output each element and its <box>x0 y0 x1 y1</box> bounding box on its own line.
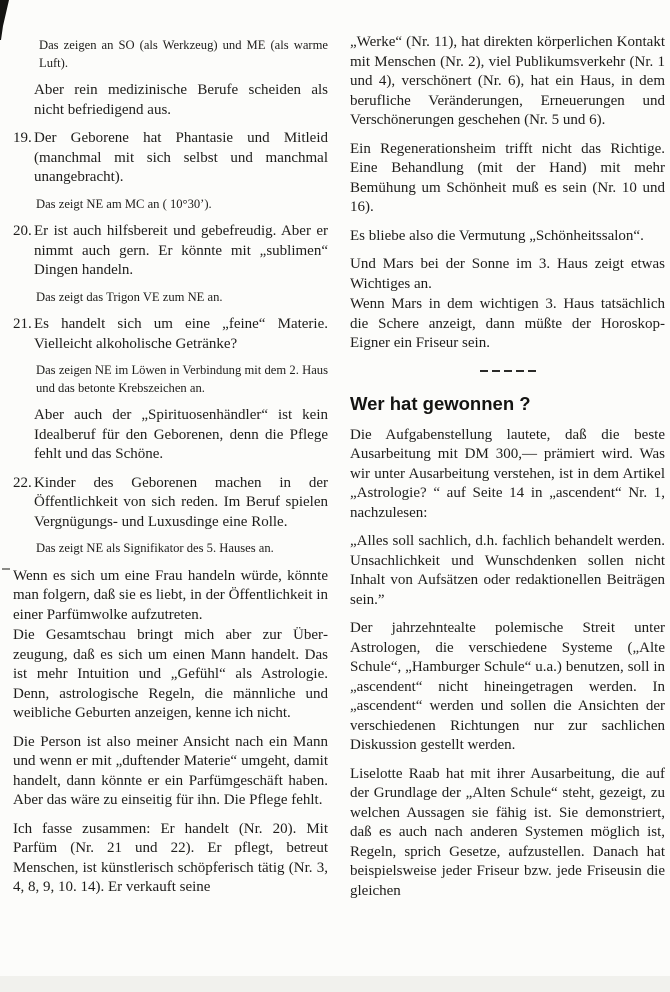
item-number: 19. <box>13 130 32 146</box>
paragraph: Und Mars bei der Sonne im 3. Haus zeigt etwas Wichtiges an. <box>350 256 665 292</box>
section-heading: Wer hat gewonnen ? <box>350 392 531 414</box>
scan-margin-artifact <box>2 568 10 570</box>
paragraph: Ich fasse zusammen: Er handelt (Nr. 20). Mit Parfüm (Nr. 21 und 22). Er pflegt, betreut Menschen, ist künstlerisch schöpferisch tätig (Nr. 3, 4, 8, 9, 10. 14). Er verkauft seine <box>13 820 328 895</box>
item-number: 20. <box>13 223 32 239</box>
numbered-item-19 <box>13 129 328 188</box>
paragraph: Die Aufgabenstellung lautete, daß die beste Ausarbeitung mit DM 300,— prämiert wird. Was wir unter Ausarbeitung verstehen, ist in dem Artikel „Astrologie? “ auf Seite 14 in „ascendent“ Nr. 1, nachzulesen: <box>350 426 665 521</box>
astro-note: Das zeigen NE im Löwen in Verbindung mit dem 2. Haus und das betonte Krebszeichen an. <box>36 363 328 395</box>
left-column <box>13 30 328 910</box>
paragraph: Aber rein medizinische Berufe scheiden als nicht befriedigend aus. <box>34 82 328 118</box>
item-text: Es handelt sich um eine „feine“ Materie. Vielleicht alkoholische Getränke? <box>34 316 328 352</box>
item-text: Er ist auch hilfsbereit und gebefreudig. Aber er nimmt auch gern. Er könnte mit „sublimen“ Dingen handeln. <box>34 223 328 278</box>
right-column <box>350 30 665 910</box>
item-text: Der Geborene hat Phantasie und Mitleid (manchmal mit sich selbst und manchmal unangebracht). <box>34 130 328 185</box>
item-number: 21. <box>13 316 32 332</box>
paragraph: Liselotte Raab hat mit ihrer Ausarbeitung, die auf der Grundlage der „Alten Schule“ steht, gezeigt, zu welchen Aussagen sie fähig ist. Sie demonstriert, daß es auch nach anderen Systemen möglich ist, Regeln, sprich Gesetze, aufzustellen. Danach hat beispielsweise jeder Friseur bzw. jede Friseusin die gleichen <box>350 765 665 899</box>
astro-note: Das zeigt das Trigon VE zum NE an. <box>36 289 223 304</box>
paragraph: „Werke“ (Nr. 11), hat direkten körperlichen Kontakt mit Menschen (Nr. 2), viel Publikumsverkehr (Nr. 1 und 4), verschönert (Nr. 6), hat ein Haus, in dem berufliche Veränderungen, Erneuerungen und Verschönerungen geschehen (Nr. 5 und 6). <box>350 34 665 128</box>
scan-bottom-edge <box>0 976 670 992</box>
paragraph: Wenn es sich um eine Frau handeln würde, könnte man folgern, daß sie es liebt, in der Öffentlichkeit in einer Parfümwolke aufzutreten. <box>13 567 328 623</box>
paragraph: Wenn Mars in dem wichtigen 3. Haus tatsächlich die Schere anzeigt, dann müßte der Horoskop-Eigner ein Friseur sein. <box>350 296 665 351</box>
paragraph: Die Gesamtschau bringt mich aber zur Überzeugung, daß es sich um einen Mann handelt. Das ist mehr Intuition und „Gefühl“ als Astrologie. Denn, astrologische Regeln, die männliche und weibliche Geburten anzeigen, kenne ich nicht. <box>13 627 328 721</box>
numbered-item-20 <box>13 222 328 281</box>
astro-note: Das zeigt NE als Signifikator des 5. Hauses an. <box>36 541 274 555</box>
astro-note: Das zeigt NE am MC an ( 10°30’). <box>36 196 212 211</box>
item-text: Kinder des Geborenen machen in der Öffentlichkeit von sich reden. Im Beruf spielen Vergnügungs- und Luxusdinge eine Rolle. <box>34 474 328 530</box>
paragraph: „Alles soll sachlich, d.h. fachlich behandelt werden. Unsachlichkeit und Wunschdenken sollen nicht Inhalt von Aufsätzen oder redaktionellen Beiträgen sein.” <box>350 533 665 608</box>
numbered-item-21 <box>13 315 328 354</box>
paragraph: Die Person ist also meiner Ansicht nach ein Mann und wenn er mit „duftender Materie“ umgeht, damit handelt, dann könnte er ein Parfümgeschäft haben. Aber das wäre zu einseitig für ihn. Die Pflege fehlt. <box>13 733 328 808</box>
paragraph: Der jahrzehntealte polemische Streit unter Astrologen, die verschiedene Systeme („Alte Schule“, „Hamburger Schule“ u.a.) benutzen, soll in „ascendent“ nicht hineingetragen werden. In „ascendent“ werden und sollen die Ansichten der verschiedenen Richtungen nur zur sachlichen Diskussion gestellt werden. <box>350 620 665 753</box>
paragraph: Es bliebe also die Vermutung „Schönheitssalon“. <box>350 227 644 244</box>
astro-note: Das zeigen an SO (als Werkzeug) und ME (als warme Luft). <box>39 38 328 70</box>
paragraph: Ein Regenerationsheim trifft nicht das Richtige. Eine Behandlung (mit der Hand) mit mehr Bemühung um Schönheit muß es sein (Nr. 10 und 16). <box>350 140 665 215</box>
two-column-text <box>13 30 665 910</box>
item-number: 22. <box>13 474 32 491</box>
paragraph: Aber auch der „Spirituosenhändler“ ist kein Idealberuf für den Geborenen, denn die Pflege fehlt und das Schöne. <box>34 407 328 462</box>
dashed-separator <box>480 370 536 372</box>
numbered-item-22 <box>13 474 328 533</box>
